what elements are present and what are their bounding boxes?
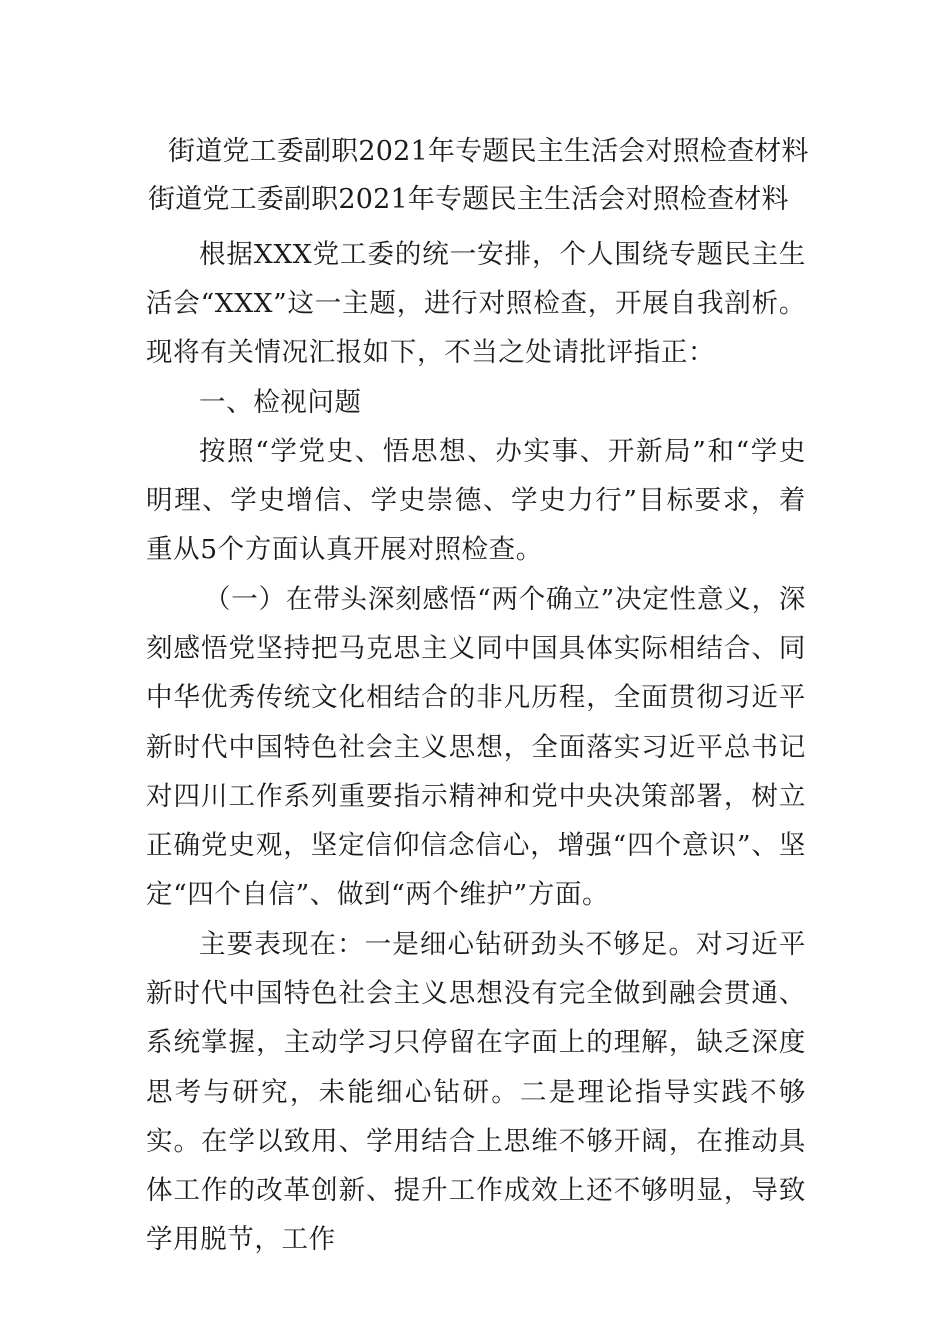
document-title-repeat: 街道党工委副职2021年专题民主生活会对照检查材料 (148, 184, 789, 215)
requirements-paragraph: 按照“学党史、悟思想、办实事、开新局”和“学史明理、学史增信、学史崇德、学史力行”目标要求，着重从5个方面认真开展对照检查。 (146, 436, 806, 566)
findings-paragraph: 主要表现在：一是细心钻研劲头不够足。对习近平新时代中国特色社会主义思想没有完全做到融会贯通、系统掌握，主动学习只停留在字面上的理解，缺乏深度思考与研究，未能细心钻研。二是理论指导实践不够实。在学以致用、学用结合上思维不够开阔，在推动具体工作的改革创新、提升工作成效上还不够明显，导致学用脱节，工作 (146, 929, 806, 1256)
section-heading: 一、检视问题 (199, 387, 362, 418)
intro-paragraph: 根据XXX党工委的统一安排，个人围绕专题民主生活会“XXX”这一主题，进行对照检查，开展自我剖析。现将有关情况汇报如下，不当之处请批评指正： (146, 239, 806, 369)
document-title: 街道党工委副职2021年专题民主生活会对照检查材料 (168, 136, 809, 167)
subsection-paragraph: （一）在带头深刻感悟“两个确立”决定性意义，深刻感悟党坚持把马克思主义同中国具体实际相结合、同中华优秀传统文化相结合的非凡历程，全面贯彻习近平新时代中国特色社会主义思想，全面落实习近平总书记对四川工作系列重要指示精神和党中央决策部署，树立正确党史观，坚定信仰信念信心，增强“四个意识”、坚定“四个自信”、做到“两个维护”方面。 (146, 584, 806, 911)
